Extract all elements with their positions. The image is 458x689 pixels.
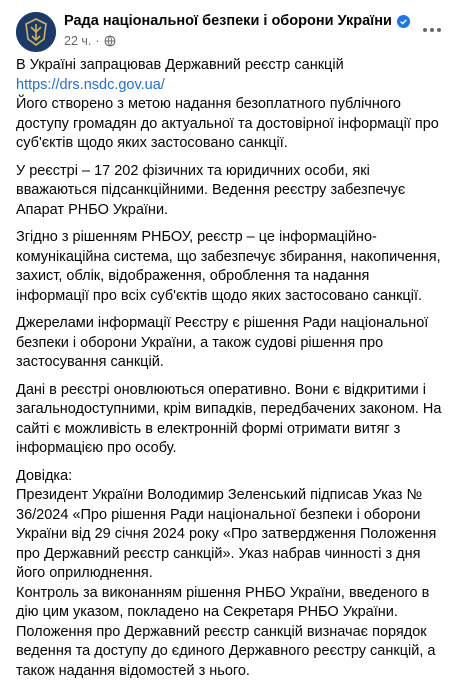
page-name[interactable] bbox=[64, 13, 410, 29]
post-body bbox=[16, 56, 446, 689]
globe-icon[interactable] bbox=[104, 35, 116, 47]
meta-separator: · bbox=[95, 34, 100, 48]
page-name-text[interactable]: Рада національної безпеки і оборони України bbox=[64, 13, 392, 29]
reference-heading: Довідка: bbox=[16, 467, 73, 484]
nsdc-emblem-icon bbox=[16, 12, 56, 52]
reference-control: Контроль за виконанням рішення РНБО України, введеного в дію цим указом, покладено на Секретаря РНБО України. bbox=[16, 584, 430, 620]
post-timestamp[interactable]: 22 ч. bbox=[64, 34, 92, 48]
page-avatar[interactable] bbox=[16, 12, 56, 52]
reference-regulation: Положення про Державний реєстр санкцій визначає порядок ведення та доступу до єдиного Державного реєстру санкцій, а також надання відомостей з нього. bbox=[16, 623, 436, 679]
intro-line: В Україні запрацював Державний реєстр санкцій bbox=[16, 57, 344, 73]
paragraph-updates: Дані в реєстрі оновлюються оперативно. Вони є відкритими і загальнодоступними, крім випадків, передбачених законом. На сайті є можливість в електронній формі отримати витяг з інформацією про особу. bbox=[16, 381, 442, 456]
paragraph-sources: Джерелами інформації Реєстру є рішення Ради національної безпеки і оборони України, а також судові рішення про застосування санкцій. bbox=[16, 315, 429, 370]
paragraph-definition: Згідно з рішенням РНБОУ, реєстр – це інформаційно-комунікаційна система, що забезпечує збирання, накопичення, захист, облік, відображення, оброблення та надання інформації про всіх суб'єктів щодо яких застосовано санкції. bbox=[16, 229, 441, 304]
reference-decree: Президент України Володимир Зеленський підписав Указ № 36/2024 «Про рішення Ради національної безпеки і оборони України від 29 січня 2024 року «Про затвердження Положення про Державний реєстр санкцій». Указ набрав чинності з дня його оприлюднення. bbox=[16, 487, 437, 581]
registry-link[interactable]: https://drs.nsdc.gov.ua/ bbox=[16, 76, 165, 93]
post-header bbox=[16, 10, 446, 54]
more-options-icon[interactable] bbox=[418, 16, 446, 44]
intro-description: Його створено з метою надання безоплатного публічного доступу громадян до актуальної та достовірної інформації про суб'єктів щодо яких застосовано санкції. bbox=[16, 96, 439, 151]
paragraph-count: У реєстрі – 17 202 фізичних та юридичних особи, які вважаються підсанкційними. Ведення реєстру забезпечує Апарат РНБО України. bbox=[16, 162, 406, 218]
verified-badge-icon bbox=[397, 15, 410, 28]
paragraph-reference bbox=[16, 467, 446, 682]
paragraph-intro bbox=[16, 56, 446, 154]
post-meta bbox=[64, 34, 116, 48]
